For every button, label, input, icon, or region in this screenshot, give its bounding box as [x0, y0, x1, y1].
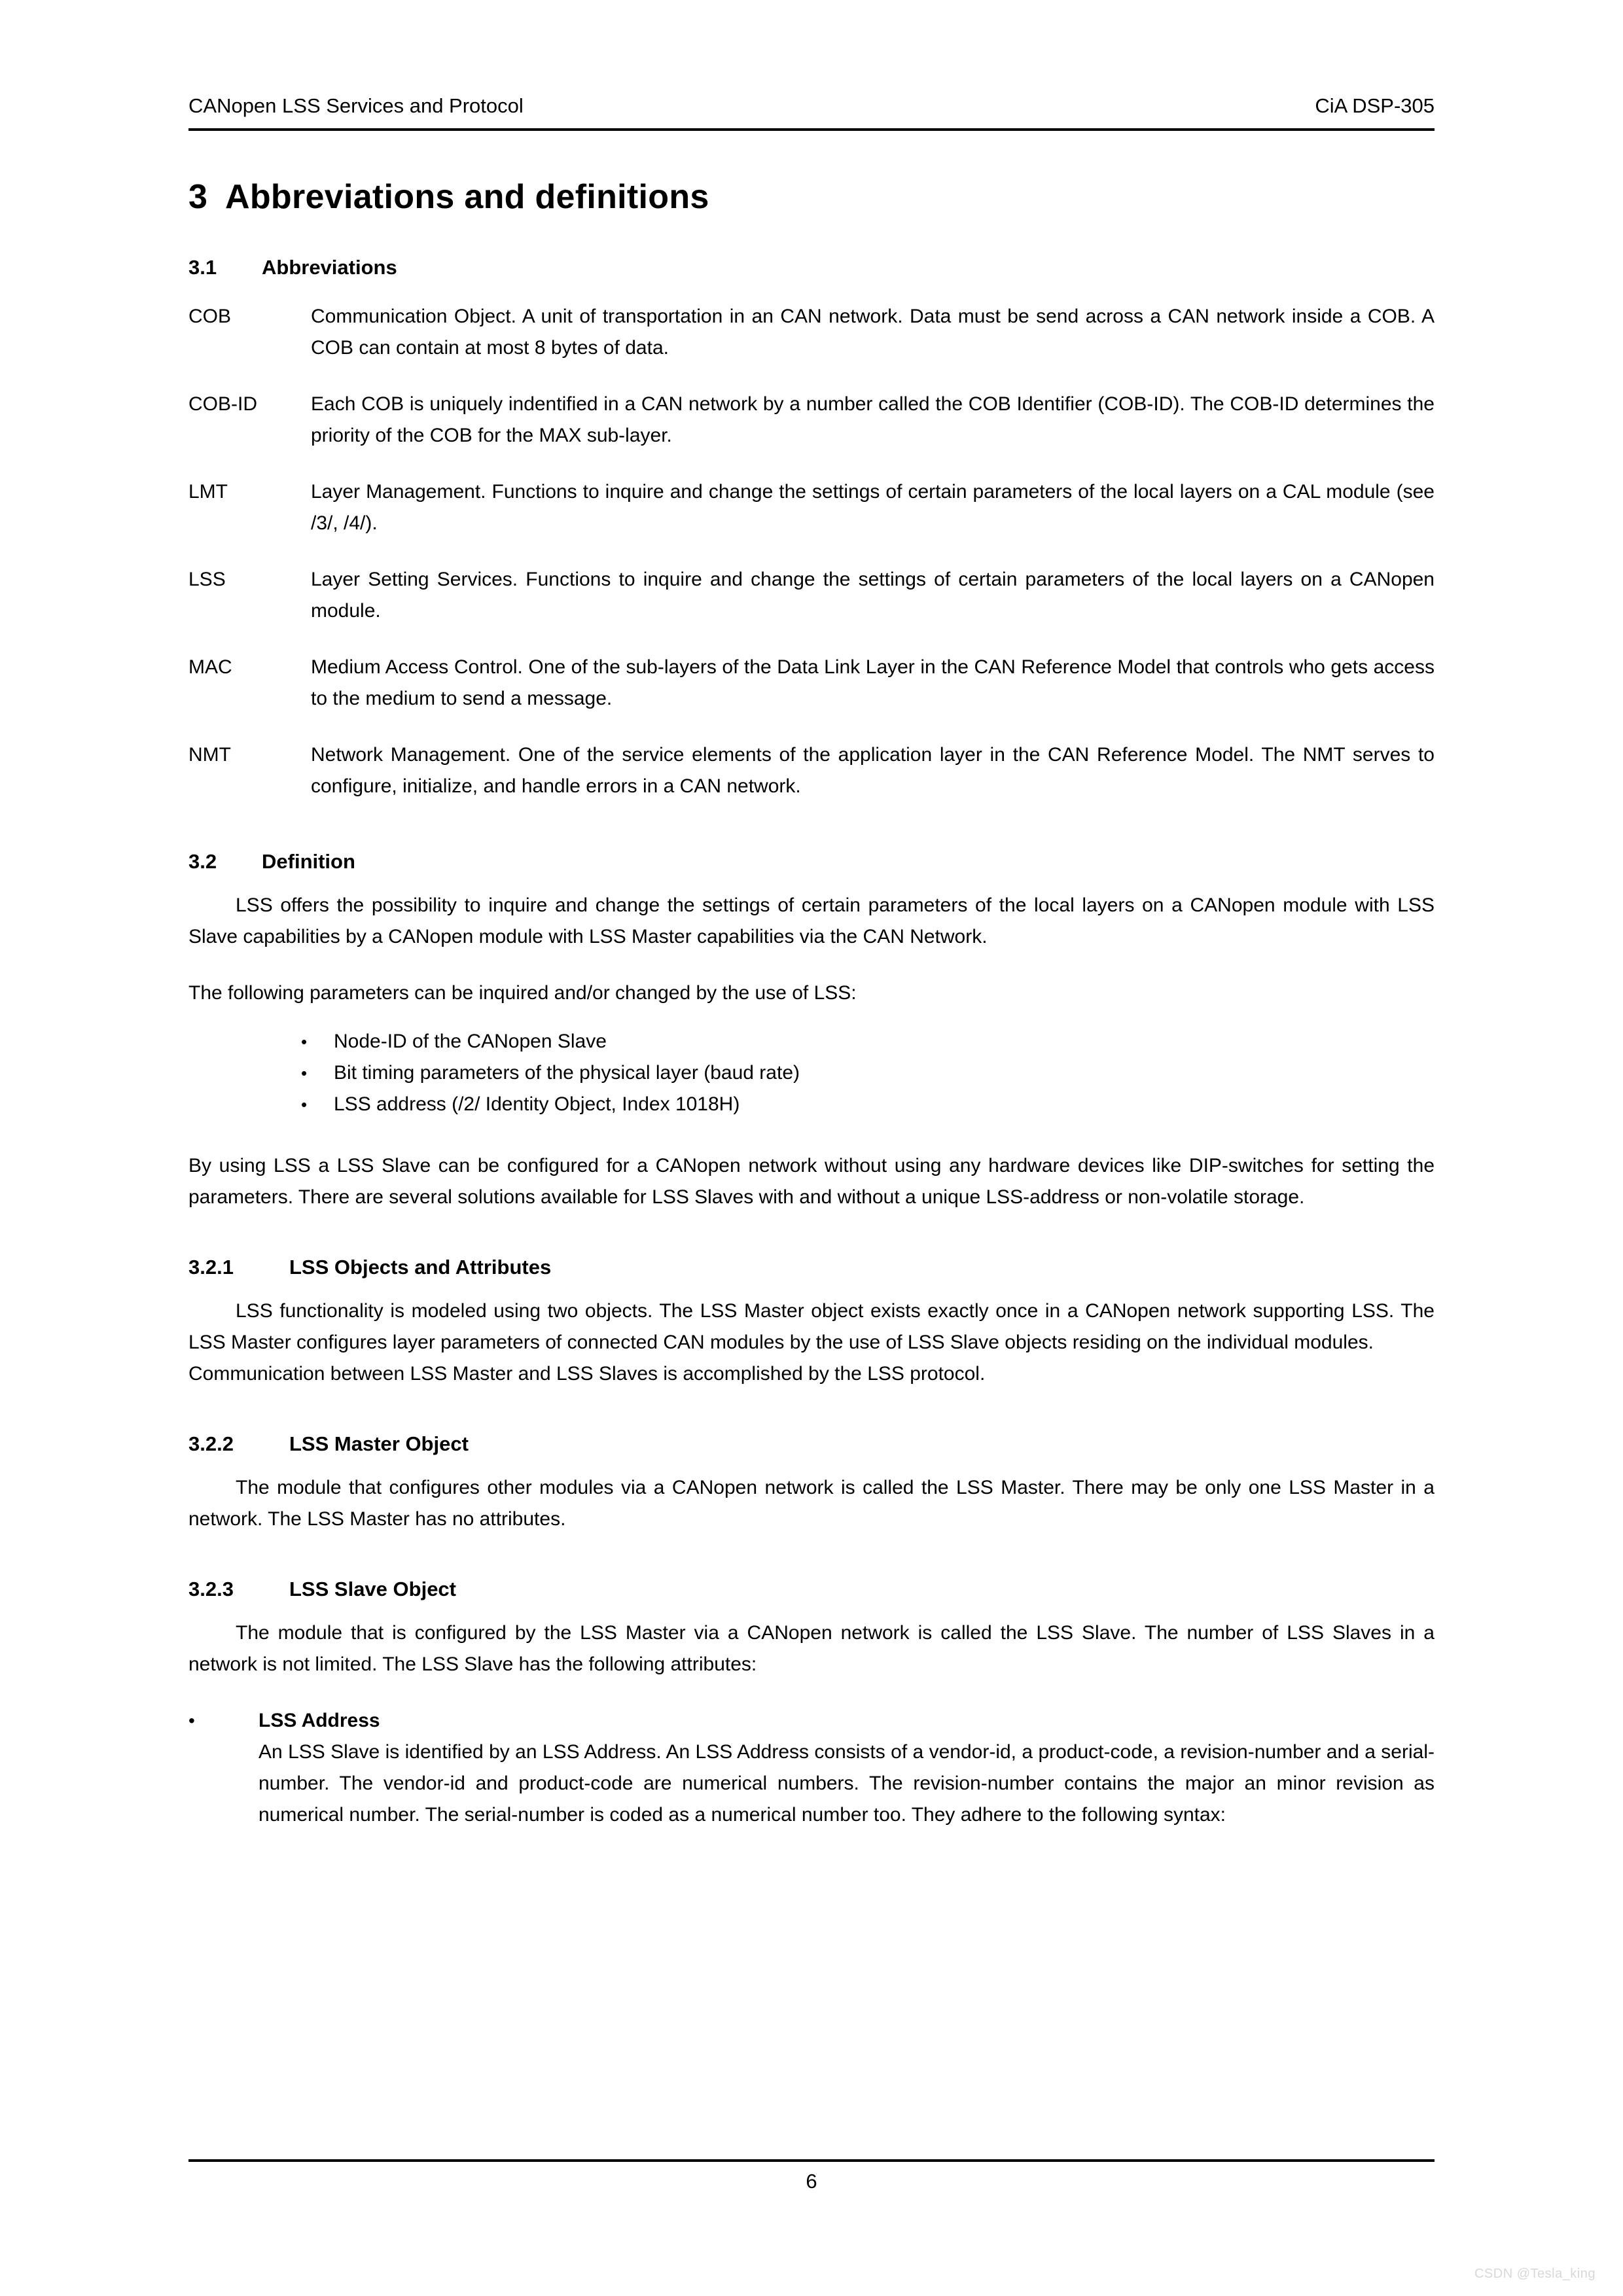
- subsection-number: 3.2.2: [188, 1432, 234, 1455]
- subsection-label: LSS Master Object: [289, 1432, 469, 1455]
- definition-paragraph-2: The following parameters can be inquired and/or changed by the use of LSS:: [188, 982, 857, 1004]
- abbreviation-entry: [188, 739, 1435, 802]
- lss-address-attribute: [188, 1705, 1435, 1831]
- lss-address-attribute-title: LSS Address: [259, 1710, 380, 1731]
- section-number: 3.2: [188, 850, 217, 873]
- abbreviation-entry: [188, 301, 1435, 364]
- list-item-label: Node-ID of the CANopen Slave: [334, 1031, 607, 1052]
- abbreviation-term: MAC: [188, 656, 232, 678]
- header-document-title: CANopen LSS Services and Protocol: [188, 94, 524, 117]
- running-header: [188, 93, 1435, 119]
- section-heading-abbreviations: [188, 254, 1435, 281]
- definition-paragraph-1-text: LSS offers the possibility to inquire and change the settings of certain parameters of the local layers on a CANopen module with LSS Slave capabilities by a CANopen module with LSS Master capabilities via the CAN Network.: [188, 894, 1435, 947]
- subsection-label: LSS Slave Object: [289, 1578, 456, 1600]
- section-heading-lss-slave-object: [188, 1576, 1435, 1603]
- abbreviation-definition: Medium Access Control. One of the sub-layers of the Data Link Layer in the CAN Reference Model that controls who gets access to the medium to send a message.: [311, 656, 1435, 709]
- section-heading-lss-objects-and-attributes: [188, 1254, 1435, 1281]
- abbreviation-definition: Communication Object. A unit of transportation in an CAN network. Data must be send across a CAN network inside a COB. A COB can contain at most 8 bytes of data.: [311, 306, 1435, 359]
- section-label: Definition: [262, 850, 355, 873]
- lss-parameter-list: [188, 1026, 1435, 1120]
- abbreviation-definition: Network Management. One of the service elements of the application layer in the CAN Reference Model. The NMT serves to configure, initialize, and handle errors in a CAN network.: [311, 744, 1435, 797]
- header-divider: [188, 128, 1435, 131]
- abbreviation-term: COB-ID: [188, 393, 257, 415]
- bullet-icon: •: [301, 1063, 308, 1083]
- abbreviation-entry: [188, 476, 1435, 539]
- page-title: [188, 164, 1435, 217]
- header-document-id: CiA DSP-305: [1315, 94, 1435, 117]
- master-object-paragraph-1: [188, 1472, 1435, 1535]
- bullet-icon: •: [301, 1032, 308, 1051]
- lss-address-attribute-body: [259, 1705, 1435, 1831]
- abbreviation-term: LSS: [188, 569, 226, 590]
- abbreviation-entry: [188, 389, 1435, 451]
- list-item: [188, 1057, 1435, 1089]
- lss-address-attribute-text: An LSS Slave is identified by an LSS Address. An LSS Address consists of a vendor-id, a product-code, a revision-number and a serial-number. The vendor-id and product-code are numerical numbers. The revision-number contains the major an minor revision as numerical number. The serial-number is coded as a numerical number too. They adhere to the following syntax:: [259, 1741, 1435, 1826]
- section-heading-lss-master-object: [188, 1430, 1435, 1458]
- objects-attributes-paragraph-1-text: LSS functionality is modeled using two objects. The LSS Master object exists exactly once in a CANopen network supporting LSS. The LSS Master configures layer parameters of connected CAN modules by the use of LSS Slave objects residing on the individual modules.: [188, 1300, 1435, 1353]
- abbreviation-term: COB: [188, 306, 232, 327]
- document-body: [188, 164, 1435, 1831]
- section-heading-definition: [188, 848, 1435, 875]
- watermark: CSDN @Tesla_king: [1474, 2267, 1596, 2281]
- bullet-icon: •: [301, 1095, 308, 1114]
- list-item-label: Bit timing parameters of the physical layer (baud rate): [334, 1062, 800, 1084]
- list-item-label: LSS address (/2/ Identity Object, Index 1018H): [334, 1093, 740, 1115]
- abbreviation-definition: Layer Management. Functions to inquire and change the settings of certain parameters of the local layers on a CAL module (see /3/, /4/).: [311, 481, 1435, 534]
- objects-attributes-paragraph-2: Communication between LSS Master and LSS Slaves is accomplished by the LSS protocol.: [188, 1363, 986, 1385]
- slave-object-paragraph-1-text: The module that is configured by the LSS Master via a CANopen network is called the LSS Slave. The number of LSS Slaves in a network is not limited. The LSS Slave has the following attributes:: [188, 1622, 1435, 1675]
- chapter-number: 3: [188, 178, 208, 216]
- footer-divider: [188, 2159, 1435, 2162]
- abbreviation-entry: [188, 652, 1435, 715]
- bullet-icon: •: [188, 1710, 195, 1731]
- abbreviation-entry: [188, 564, 1435, 627]
- objects-attributes-paragraph-1: [188, 1296, 1435, 1358]
- abbreviation-definition: Layer Setting Services. Functions to inquire and change the settings of certain parameters of the local layers on a CANopen module.: [311, 569, 1435, 622]
- abbreviation-term: LMT: [188, 481, 228, 503]
- list-item: [188, 1026, 1435, 1057]
- list-item: [188, 1089, 1435, 1120]
- section-number: 3.1: [188, 256, 217, 279]
- subsection-label: LSS Objects and Attributes: [289, 1256, 552, 1279]
- definition-paragraph-1: [188, 890, 1435, 953]
- chapter-title-text: Abbreviations and definitions: [225, 178, 709, 216]
- abbreviation-term: NMT: [188, 744, 231, 766]
- master-object-paragraph-1-text: The module that configures other modules via a CANopen network is called the LSS Master. There may be only one LSS Master in a network. The LSS Master has no attributes.: [188, 1477, 1435, 1530]
- page-number: 6: [806, 2170, 817, 2193]
- section-label: Abbreviations: [262, 256, 397, 279]
- abbreviation-definition: Each COB is uniquely indentified in a CAN network by a number called the COB Identifier (COB-ID). The COB-ID determines the priority of the COB for the MAX sub-layer.: [311, 393, 1435, 446]
- slave-object-paragraph-1: [188, 1617, 1435, 1680]
- subsection-number: 3.2.3: [188, 1578, 234, 1600]
- subsection-number: 3.2.1: [188, 1256, 234, 1279]
- definition-paragraph-3: By using LSS a LSS Slave can be configured for a CANopen network without using any hardware devices like DIP-switches for setting the parameters. There are several solutions available for LSS Slaves with and without a unique LSS-address or non-volatile storage.: [188, 1155, 1435, 1208]
